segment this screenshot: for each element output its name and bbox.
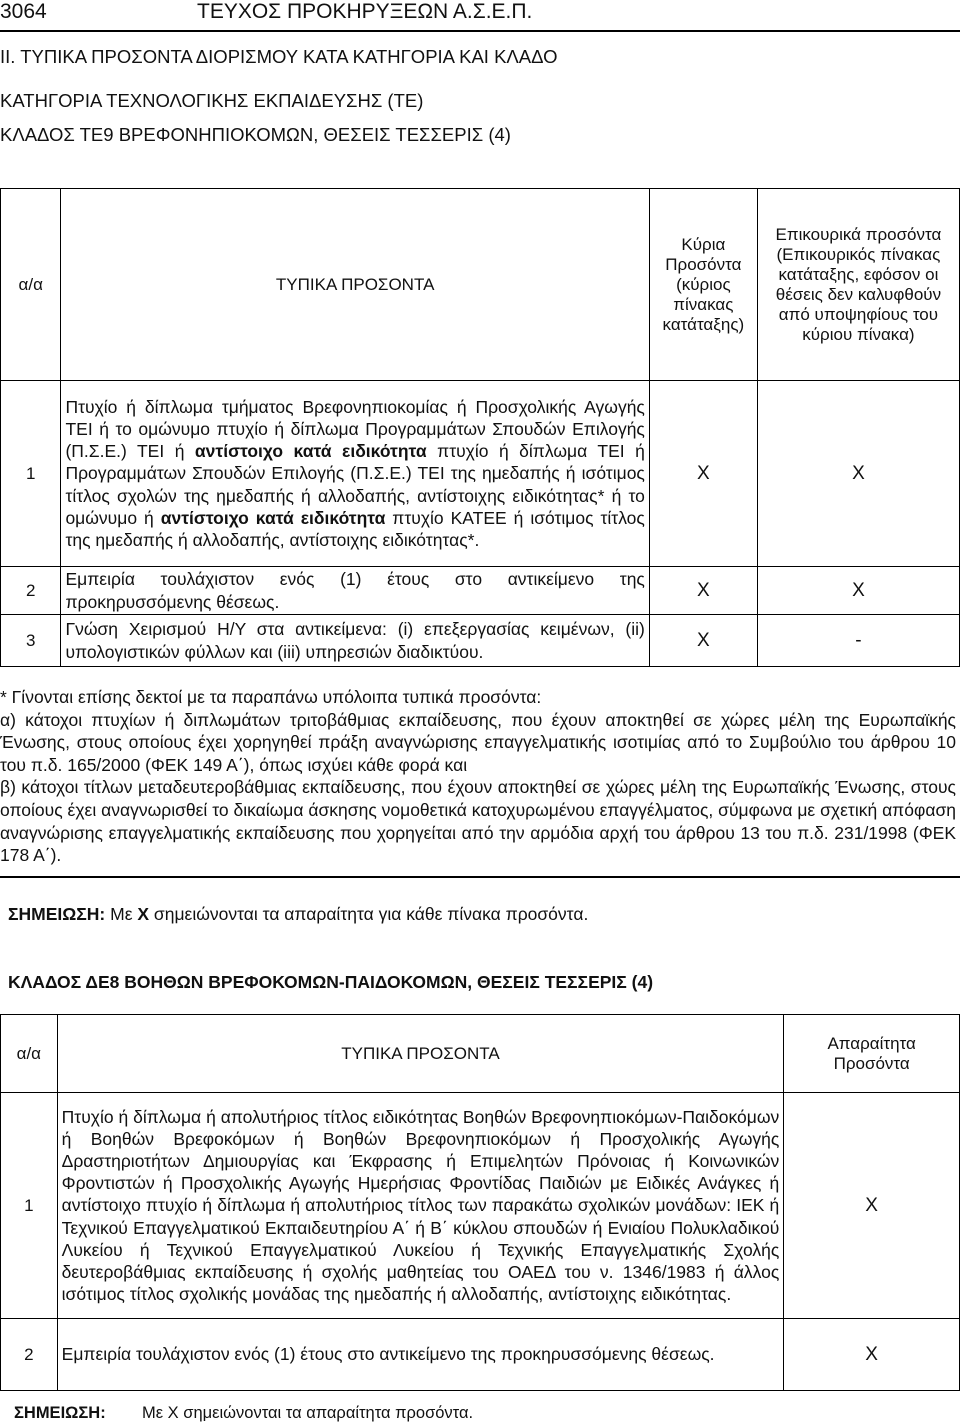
required-mark: Χ	[784, 1093, 960, 1319]
main-mark: Χ	[649, 381, 757, 567]
aux-mark: Χ	[757, 381, 959, 567]
table-row	[1, 1319, 960, 1391]
row-text: Πτυχίο ή δίπλωμα ή απολυτήριος τίτλος ειδικότητας Βοηθών Βρεφονηπιοκόμων-Παιδοκόμων ή Βοηθών Βρεφοκόμων ή Βοηθών Βρεφονηπιοκόμων ή Προσχολικής Αγωγής Δραστηριοτήτων Δημιουργίας και Έκφρασης ή Επιμελητών Πρόνοιας ή Κοινωνικών Φροντιστών ή Προσχολικής Αγωγής Ημερήσιας Φροντίδας Παιδιών με Ειδικές Ανάγκες ή αντίστοιχο πτυχίο ή δίπλωμα ή απολυτήριος τίτλος των παρακάτω σχολικών μονάδων: ΙΕΚ ή Τεχνικού Επαγγελματικού Εκπαιδευτηρίου Α΄ ή Β΄ κύκλου σπουδών ή Ενιαίου Πολυκλαδικού Λυκείου ή Τεχνικού Επαγγελματικού Λυκείου ή Τεχνικής Επαγγελματικής Σχολής δευτεροβάθμιας εκπαίδευσης ή σχολής μαθητείας του ΟΑΕΔ του ν. 1346/1983 ή άλλος ισότιμος τίτλος σχολικής μονάδας της ημεδαπής ή αλλοδαπής, αντίστοιχης ειδικότητας.	[57, 1093, 784, 1319]
row-text-part: Πτυχίο ή δίπλωμα τμήματος Βρεφονηπιοκομίας ή Προσχολικής Αγωγής ΤΕΙ ή το ομώνυμο πτυχίο ή δίπλωμα Προγραμμάτων Σπουδών Επιλογής (Π.Σ.Ε.) ΤΕΙ ή	[65, 396, 645, 462]
aux-mark: Χ	[757, 567, 959, 615]
footnote-item-b: β) κάτοχοι τίτλων μεταδευτεροβάθμιας εκπαίδευσης, που έχουν αποκτηθεί σε χώρες μέλη της Ευρωπαϊκής Ένωσης, στους οποίους έχει αναγνωρισθεί το δικαίωμα άσκησης νομοθετικά κατοχυρωμένου επαγγέλματος, σύμφωνα με σχετική απόφαση αναγνώρισης επαγγελματικής εκπαίδευσης που χορηγείται από την αρμόδια αρχή του άρθρου 13 του π.δ. 231/1998 (ΦΕΚ 178 Α΄).	[0, 777, 956, 866]
header-typika: ΤΥΠΙΚΑ ΠΡΟΣΟΝΤΑ	[57, 1015, 784, 1093]
row-number: 3	[1, 615, 61, 667]
header-aux-qualifications: Επικουρικά προσόντα (Επικουρικός πίνακας κατάταξης, εφόσον οι θέσεις δεν καλυφθούν από υποψηφίους του κύριου πίνακα)	[757, 189, 959, 381]
section-divider	[0, 876, 960, 878]
remark-1	[8, 904, 588, 925]
table-row	[1, 1093, 960, 1319]
row-number: 1	[1, 381, 61, 567]
header-main-qualifications: Κύρια Προσόντα (κύριος πίνακας κατάταξης)	[649, 189, 757, 381]
header-required: Απαραίτητα Προσόντα	[784, 1015, 960, 1093]
footnote-intro: * Γίνονται επίσης δεκτοί με τα παραπάνω υπόλοιπα τυπικά προσόντα:	[0, 687, 542, 707]
row-text	[61, 381, 649, 567]
qualifications-table-de8	[0, 1014, 960, 1391]
table-row	[1, 615, 960, 667]
row-number: 1	[1, 1093, 58, 1319]
remark-text-post: σημειώνονται τα απαραίτητα για κάθε πίνακα προσόντα.	[149, 904, 589, 924]
row-text-part: πτυχίο ή δίπλωμα ΤΕΙ ή Προγραμμάτων Σπουδών Επιλογής (Π.Σ.Ε.) ΤΕΙ της ημεδαπής ή ισότιμος τίτλος σχολών της ημεδαπής ή αλλοδαπής, αντίστοιχης ειδικότητας* ή το ομώνυμο ή	[65, 441, 645, 528]
branch-heading-de8: ΚΛΑΔΟΣ ΔΕ8 ΒΟΗΘΩΝ ΒΡΕΦΟΚΟΜΩΝ-ΠΑΙΔΟΚΟΜΩΝ, ΘΕΣΕΙΣ ΤΕΣΣΕΡΙΣ (4)	[8, 972, 654, 992]
remark-label: ΣΗΜΕΙΩΣΗ:	[8, 904, 106, 924]
row-text: Γνώση Χειρισμού Η/Υ στα αντικείμενα: (i) επεξεργασίας κειμένων, (ii) υπολογιστικών φύλλων και (iii) υπηρεσιών διαδικτύου.	[61, 615, 649, 667]
aux-mark: -	[757, 615, 959, 667]
remark-label: ΣΗΜΕΙΩΣΗ:	[14, 1404, 106, 1422]
publication-title: ΤΕΥΧΟΣ ΠΡΟΚΗΡΥΞΕΩΝ Α.Σ.Ε.Π.	[197, 0, 533, 23]
remark-text-pre: Με	[110, 904, 138, 924]
main-mark: Χ	[649, 567, 757, 615]
required-mark: Χ	[784, 1319, 960, 1391]
row-text: Εμπειρία τουλάχιστον ενός (1) έτους στο αντικείμενο της προκηρυσσόμενης θέσεως.	[61, 567, 649, 615]
table-header-row	[1, 1015, 960, 1093]
row-text-bold: αντίστοιχο κατά ειδικότητα	[194, 441, 427, 462]
section-heading: ΙΙ. ΤΥΠΙΚΑ ΠΡΟΣΟΝΤΑ ΔΙΟΡΙΣΜΟΥ ΚΑΤΑ ΚΑΤΗΓΟΡΙΑ ΚΑΙ ΚΛΑΔΟ	[0, 46, 558, 67]
table-row	[1, 567, 960, 615]
category-heading: ΚΑΤΗΓΟΡΙΑ ΤΕΧΝΟΛΟΓΙΚΗΣ ΕΚΠΑΙΔΕΥΣΗΣ (ΤΕ)	[0, 90, 424, 111]
header-aa: α/α	[1, 1015, 58, 1093]
table-header-row	[1, 189, 960, 381]
remark-text: Με Χ σημειώνονται τα απαραίτητα προσόντα.	[142, 1404, 474, 1422]
page-number: 3064	[0, 0, 47, 23]
qualifications-table-te9	[0, 188, 960, 667]
branch-heading: ΚΛΑΔΟΣ ΤΕ9 ΒΡΕΦΟΝΗΠΙΟΚΟΜΩΝ, ΘΕΣΕΙΣ ΤΕΣΣΕΡΙΣ (4)	[0, 124, 511, 145]
header-divider	[0, 30, 960, 32]
row-number: 2	[1, 567, 61, 615]
row-number: 2	[1, 1319, 58, 1391]
header-aa: α/α	[1, 189, 61, 381]
table-row	[1, 381, 960, 567]
header-typika: ΤΥΠΙΚΑ ΠΡΟΣΟΝΤΑ	[61, 189, 649, 381]
remark-x: Χ	[137, 904, 150, 924]
footnote	[0, 686, 956, 867]
main-mark: Χ	[649, 615, 757, 667]
row-text-part: πτυχίο ΚΑΤΕΕ ή ισότιμος τίτλος της ημεδαπής ή αλλοδαπής, αντίστοιχης ειδικότητας*.	[65, 507, 645, 550]
row-text-bold: αντίστοιχο κατά ειδικότητα	[160, 507, 386, 528]
footnote-item-a: α) κάτοχοι πτυχίων ή διπλωμάτων τριτοβάθμιας εκπαίδευσης, που έχουν αποκτηθεί σε χώρες μέλη της Ευρωπαϊκής Ένωσης, στους οποίους έχει χορηγηθεί πράξη αναγνώρισης επαγγελματικής ισοτιμίας από το Συμβούλιο του άρθρου 10 του π.δ. 165/2000 (ΦΕΚ 149 Α΄), όπως ισχύει κάθε φορά και	[0, 709, 956, 775]
remark-2	[14, 1404, 474, 1423]
row-text: Εμπειρία τουλάχιστον ενός (1) έτους στο αντικείμενο της προκηρυσσόμενης θέσεως.	[57, 1319, 784, 1391]
